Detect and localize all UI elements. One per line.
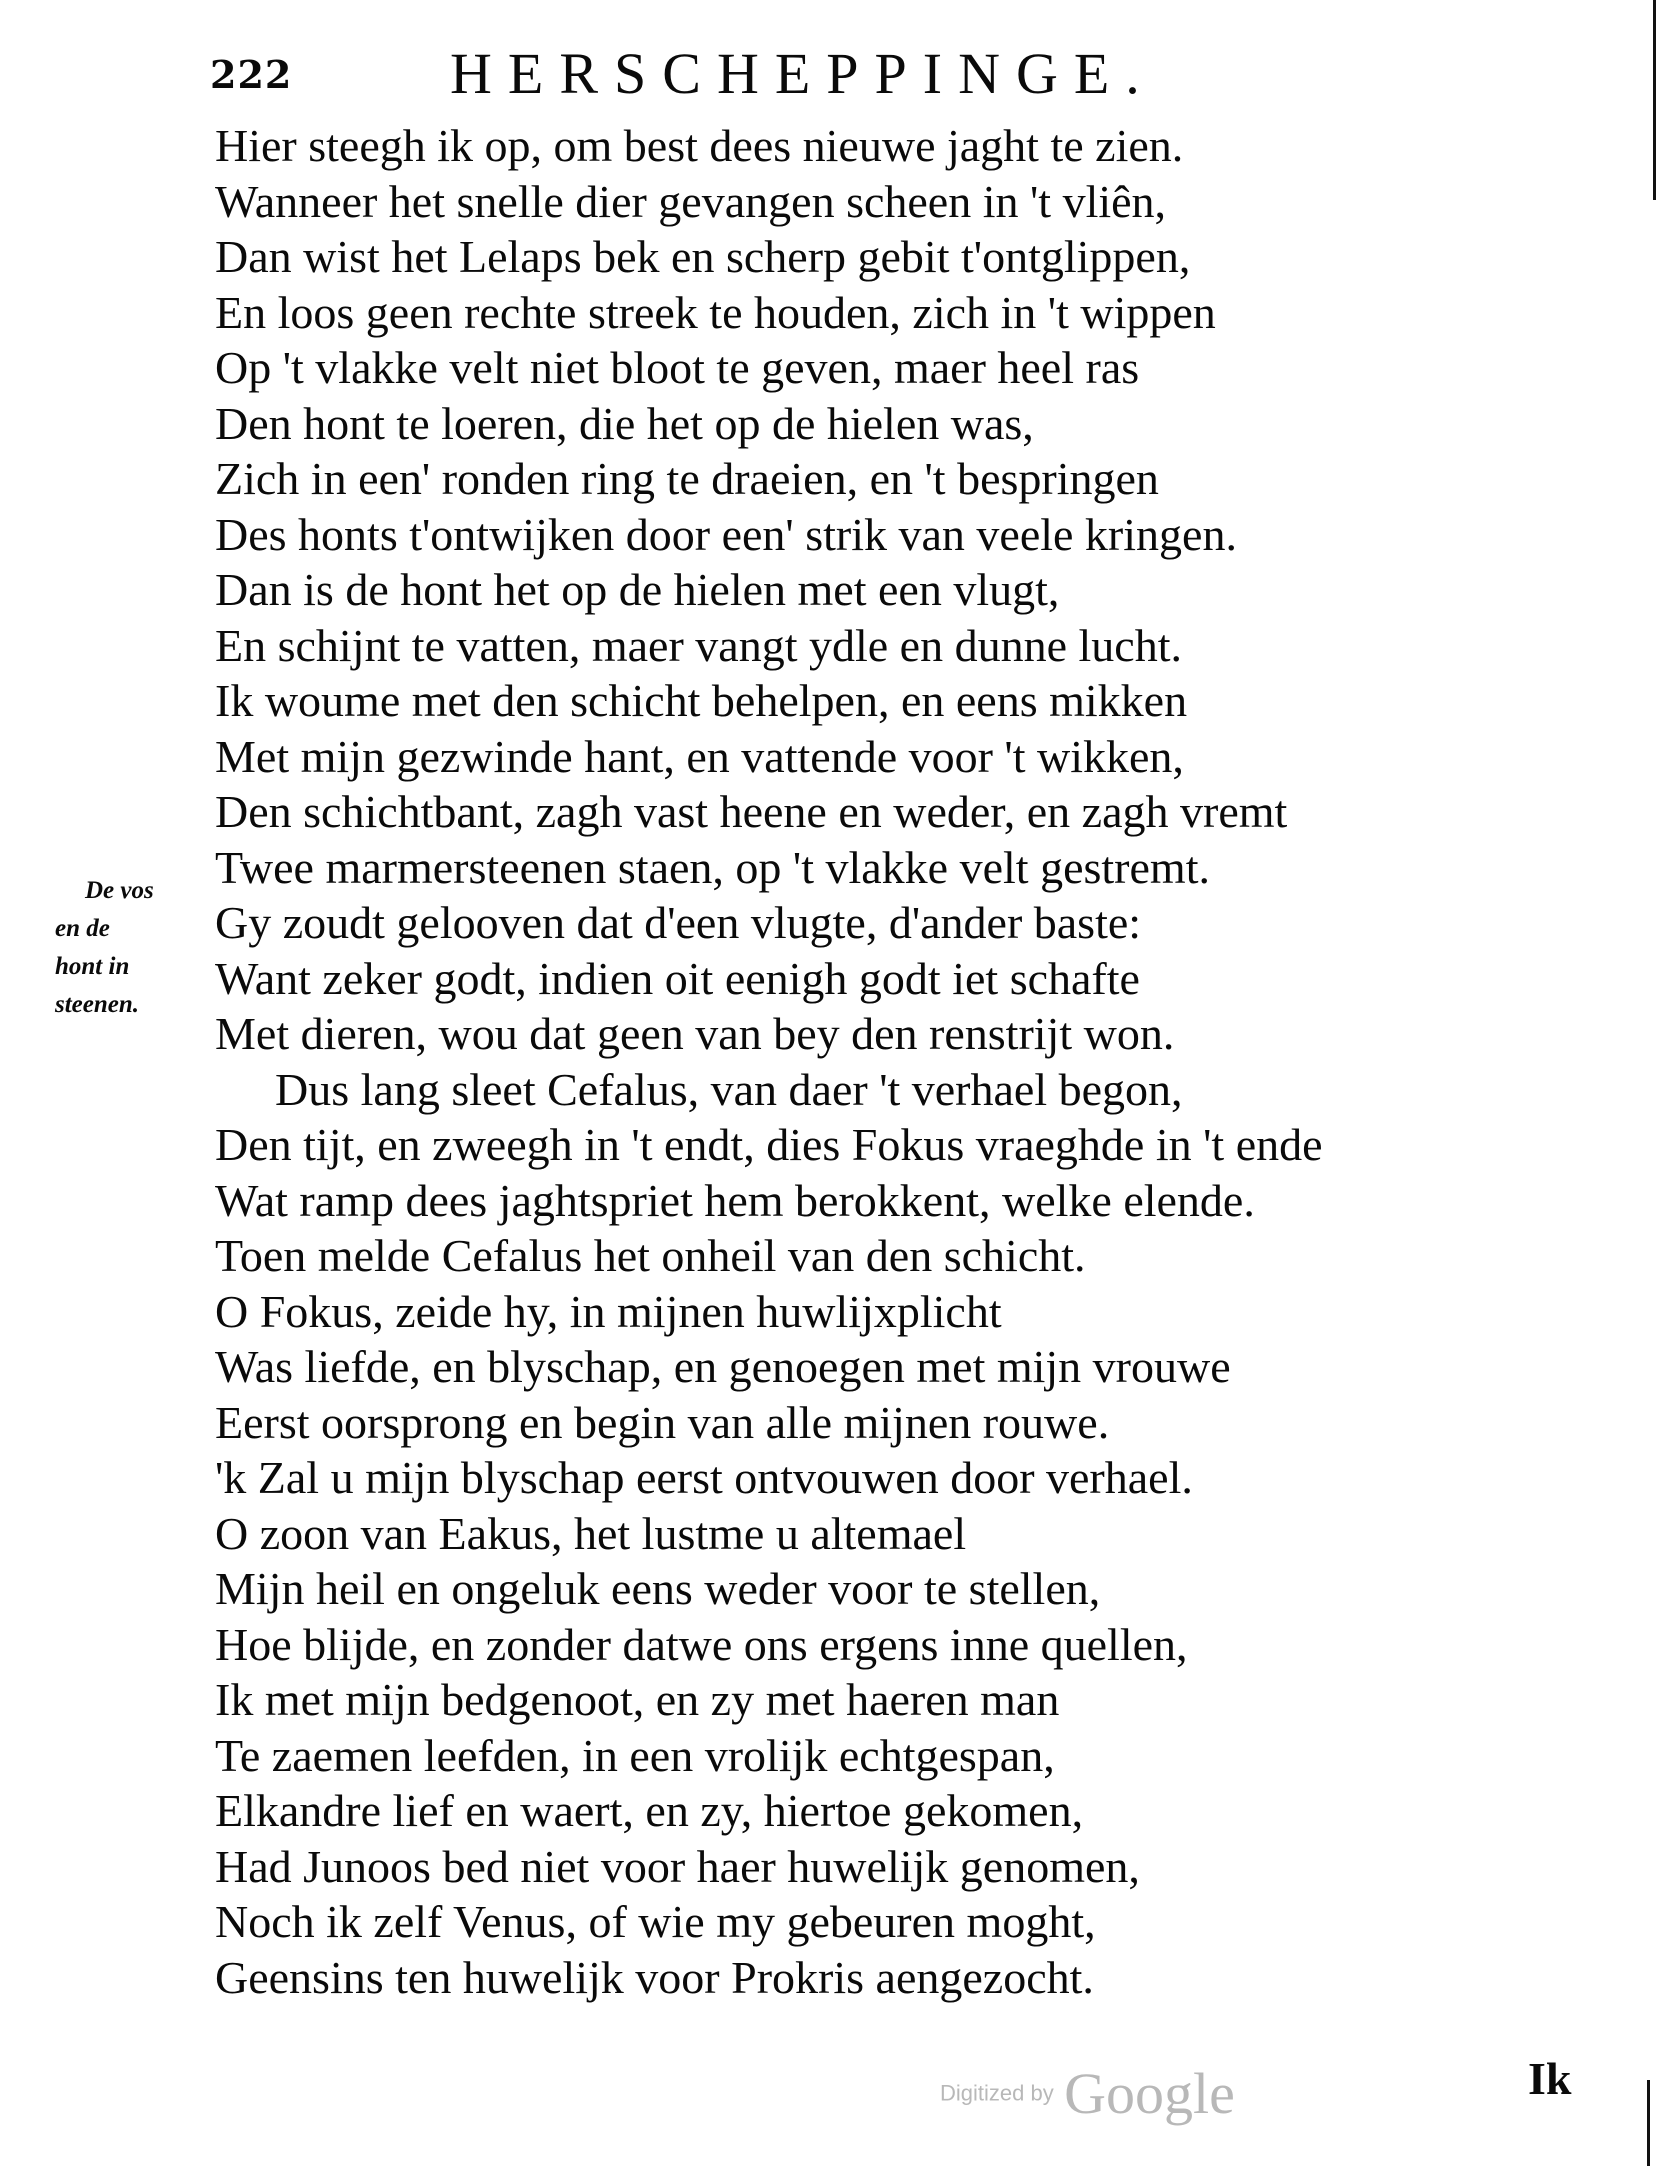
margin-note-line: en de	[55, 915, 110, 942]
verse-line: Ik met mijn bedgenoot, en zy met haeren man	[215, 1674, 1060, 1725]
verse-line: Mijn heil en ongeluk eens weder voor te stellen,	[215, 1563, 1101, 1614]
verse-line: Dus lang sleet Cefalus, van daer 't verhael begon,	[275, 1063, 1183, 1115]
verse-line: O Fokus, zeide hy, in mijnen huwlijxplicht	[215, 1285, 1002, 1337]
verse-line: Eerst oorsprong en begin van alle mijnen rouwe.	[215, 1396, 1110, 1448]
page-edge-shadow-bottom	[1647, 2080, 1650, 2166]
digitization-watermark	[940, 2060, 1235, 2127]
verse-line: Dan wist het Lelaps bek en scherp gebit t'ontglippen,	[215, 231, 1191, 282]
page-number: 222	[210, 52, 293, 97]
verse-line: Hoe blijde, en zonder datwe ons ergens inne quellen,	[215, 1618, 1188, 1670]
page-edge-shadow	[1653, 0, 1656, 200]
verse-line: Met mijn gezwinde hant, en vattende voor 't wikken,	[215, 730, 1184, 782]
verse-line: Op 't vlakke velt niet bloot te geven, maer heel ras	[215, 342, 1140, 393]
verse-line: Zich in een' ronden ring te draeien, en 't bespringen	[215, 453, 1159, 504]
verse-line: Den hont te loeren, die het op de hielen was,	[215, 397, 1034, 449]
verse-line: Elkandre lief en waert, en zy, hiertoe gekomen,	[215, 1785, 1084, 1836]
verse-line: Geensins ten huwelijk voor Prokris aengezocht.	[215, 1951, 1094, 2003]
verse-line: Gy zoudt gelooven dat d'een vlugte, d'ander baste:	[215, 897, 1142, 948]
verse-line: Te zaemen leefden, in een vrolijk echtgespan,	[215, 1729, 1055, 1781]
verse-line: Twee marmersteenen staen, op 't vlakke velt gestremt.	[215, 841, 1210, 893]
verse-line: Des honts t'ontwijken door een' strik van veele kringen.	[215, 508, 1237, 560]
verse-line: O zoon van Eakus, het lustme u altemael	[215, 1507, 967, 1559]
page-header	[210, 40, 1330, 110]
verse-line: En schijnt te vatten, maer vangt ydle en dunne lucht.	[215, 619, 1182, 671]
verse-line: Had Junoos bed niet voor haer huwelijk genomen,	[215, 1840, 1140, 1892]
verse-line: Den tijt, en zweegh in 't endt, dies Fokus vraeghde in 't ende	[215, 1119, 1323, 1170]
running-title: HERSCHEPPINGE.	[450, 41, 1156, 106]
margin-note-line: De vos	[85, 877, 154, 904]
verse-line: Hier steegh ik op, om best dees nieuwe jaght te zien.	[215, 120, 1184, 171]
watermark-prefix: Digitized by	[940, 2080, 1054, 2106]
verse-line: Was liefde, en blyschap, en genoegen met mijn vrouwe	[215, 1341, 1231, 1392]
margin-note	[55, 872, 195, 1024]
verse-line: Toen melde Cefalus het onheil van den schicht.	[215, 1230, 1086, 1281]
verse-line: Noch ik zelf Venus, of wie my gebeuren moght,	[215, 1896, 1096, 1947]
margin-note-line: hont in	[55, 953, 130, 980]
verse-line: Met dieren, wou dat geen van bey den renstrijt won.	[215, 1008, 1175, 1059]
verse-line: Den schichtbant, zagh vast heene en weder, en zagh vremt	[215, 786, 1288, 837]
margin-note-line: steenen.	[55, 991, 140, 1018]
google-logo: Google	[1064, 2061, 1235, 2126]
verse-line: En loos geen rechte streek te houden, zich in 't wippen	[215, 286, 1216, 338]
verse-line: Want zeker godt, indien oit eenigh godt iet schafte	[215, 952, 1140, 1004]
verse-line: Wanneer het snelle dier gevangen scheen in 't vliên,	[215, 175, 1167, 227]
verse-line: 'k Zal u mijn blyschap eerst ontvouwen door verhael.	[215, 1452, 1193, 1503]
catchword: Ik	[1528, 2053, 1572, 2104]
verse-line: Wat ramp dees jaghtspriet hem berokkent, welke elende.	[215, 1174, 1255, 1226]
verse-line: Ik woume met den schicht behelpen, en eens mikken	[215, 675, 1188, 726]
verse-line: Dan is de hont het op de hielen met een vlugt,	[215, 564, 1060, 615]
verse-body	[215, 118, 1595, 2005]
